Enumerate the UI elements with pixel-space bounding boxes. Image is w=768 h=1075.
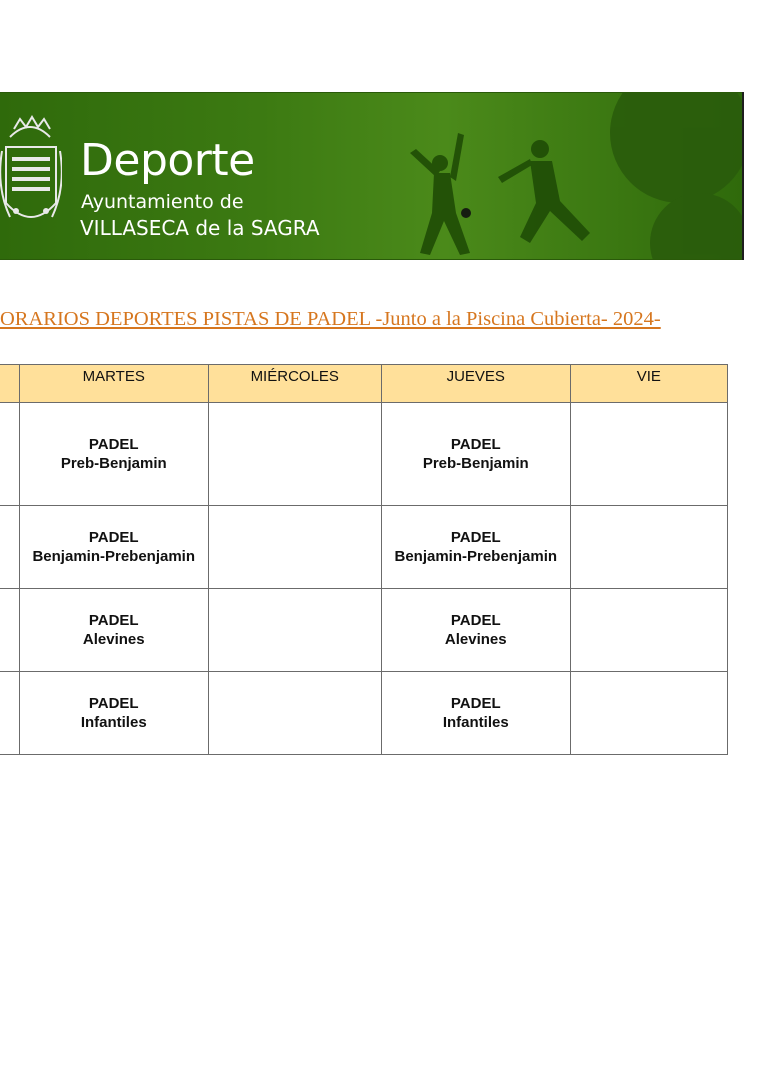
cell-sport: PADEL <box>450 436 501 453</box>
banner-subtitle: Ayuntamiento de <box>81 191 244 213</box>
table-row <box>0 672 728 755</box>
header-tuesday: MARTES <box>19 365 208 403</box>
sports-silhouettes-icon <box>380 93 742 259</box>
table-row <box>0 506 728 589</box>
table-cell <box>0 589 19 672</box>
header-wednesday: MIÉRCOLES <box>208 365 381 403</box>
table-cell <box>208 403 381 506</box>
table-cell <box>208 672 381 755</box>
table-row <box>0 589 728 672</box>
document-title: ORARIOS DEPORTES PISTAS DE PADEL -Junto a la Piscina Cubierta- 2024- <box>0 308 661 330</box>
cell-group: Preb-Benjamin <box>422 455 529 472</box>
banner-title: Deporte <box>80 135 255 186</box>
schedule-table <box>0 364 728 755</box>
cell-group: Alevines <box>82 631 145 648</box>
cell-sport: PADEL <box>88 612 139 629</box>
header-friday: VIE <box>570 365 727 403</box>
cell-sport: PADEL <box>450 529 501 546</box>
header-banner <box>0 92 742 260</box>
header-time <box>0 365 19 403</box>
cell-sport: PADEL <box>88 529 139 546</box>
table-cell <box>19 672 208 755</box>
table-cell <box>570 672 727 755</box>
table-cell <box>0 672 19 755</box>
cell-group: Infantiles <box>80 714 147 731</box>
table-cell <box>19 506 208 589</box>
table-cell <box>570 506 727 589</box>
table-cell <box>570 589 727 672</box>
table-row <box>0 403 728 506</box>
banner-town-name: VILLASECA de la SAGRA <box>80 216 320 240</box>
cell-group: Benjamin-Prebenjamin <box>394 548 558 565</box>
table-cell <box>19 403 208 506</box>
table-cell <box>570 403 727 506</box>
table-cell <box>19 589 208 672</box>
table-cell <box>208 589 381 672</box>
cell-sport: PADEL <box>450 695 501 712</box>
banner-border <box>742 92 744 260</box>
cell-group: Preb-Benjamin <box>60 455 167 472</box>
table-cell <box>381 589 570 672</box>
schedule-header-row <box>0 365 728 403</box>
cell-group: Infantiles <box>442 714 509 731</box>
cell-sport: PADEL <box>450 612 501 629</box>
town-crest-icon <box>0 107 62 247</box>
table-cell <box>208 506 381 589</box>
table-cell <box>0 403 19 506</box>
table-cell <box>381 403 570 506</box>
cell-sport: PADEL <box>88 436 139 453</box>
table-cell <box>381 672 570 755</box>
table-cell <box>381 506 570 589</box>
cell-group: Benjamin-Prebenjamin <box>32 548 196 565</box>
cell-group: Alevines <box>444 631 507 648</box>
table-cell <box>0 506 19 589</box>
cell-sport: PADEL <box>88 695 139 712</box>
header-thursday: JUEVES <box>381 365 570 403</box>
